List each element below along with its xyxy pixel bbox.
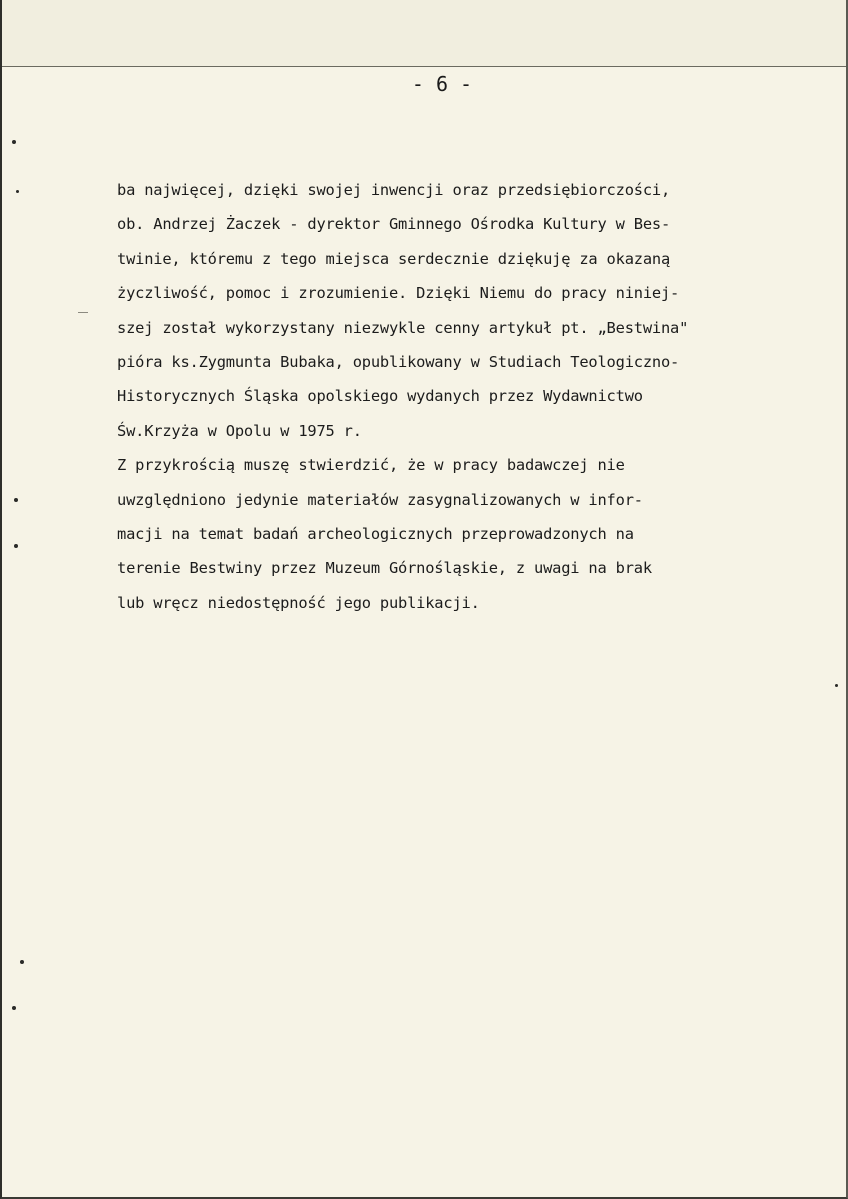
margin-punch-mark bbox=[14, 498, 18, 502]
body-text bbox=[117, 173, 777, 620]
text-line: twinie, któremu z tego miejsca serdecznie dziękuję za okazaną bbox=[117, 249, 671, 268]
text-line: pióra ks.Zygmunta Bubaka, opublikowany w Studiach Teologiczno- bbox=[117, 353, 680, 372]
text-line: Z przykrością muszę stwierdzić, że w pracy badawczej nie bbox=[117, 456, 625, 475]
scan-top-strip bbox=[2, 0, 846, 66]
text-line: uwzględniono jedynie materiałów zasygnalizowanych w infor- bbox=[117, 490, 643, 509]
text-line: ba najwięcej, dzięki swojej inwencji oraz przedsiębiorczości, bbox=[117, 181, 671, 199]
margin-tick bbox=[78, 312, 88, 313]
text-line: Św.Krzyża w Opolu w 1975 r. bbox=[117, 421, 362, 440]
text-line: macji na temat badań archeologicznych przeprowadzonych na bbox=[117, 525, 634, 544]
margin-punch-mark bbox=[14, 544, 18, 548]
text-line: szej został wykorzystany niezwykle cenny artykuł pt. „Bestwina" bbox=[117, 318, 689, 337]
margin-punch-mark bbox=[835, 684, 838, 687]
margin-punch-mark bbox=[12, 1006, 16, 1010]
text-line: lub wręcz niedostępność jego publikacji. bbox=[117, 593, 480, 612]
text-line: Historycznych Śląska opolskiego wydanych przez Wydawnictwo bbox=[117, 387, 643, 406]
margin-punch-mark bbox=[16, 190, 19, 193]
text-line: życzliwość, pomoc i zrozumienie. Dzięki Niemu do pracy niniej- bbox=[117, 284, 680, 303]
page-number: - 6 - bbox=[411, 72, 473, 96]
margin-punch-mark bbox=[12, 140, 16, 144]
margin-punch-mark bbox=[20, 960, 24, 964]
page-edge-line bbox=[2, 66, 846, 67]
text-line: terenie Bestwiny przez Muzeum Górnośląskie, z uwagi na brak bbox=[117, 559, 652, 578]
text-line: ob. Andrzej Żaczek - dyrektor Gminnego Ośrodka Kultury w Bes- bbox=[117, 215, 671, 234]
